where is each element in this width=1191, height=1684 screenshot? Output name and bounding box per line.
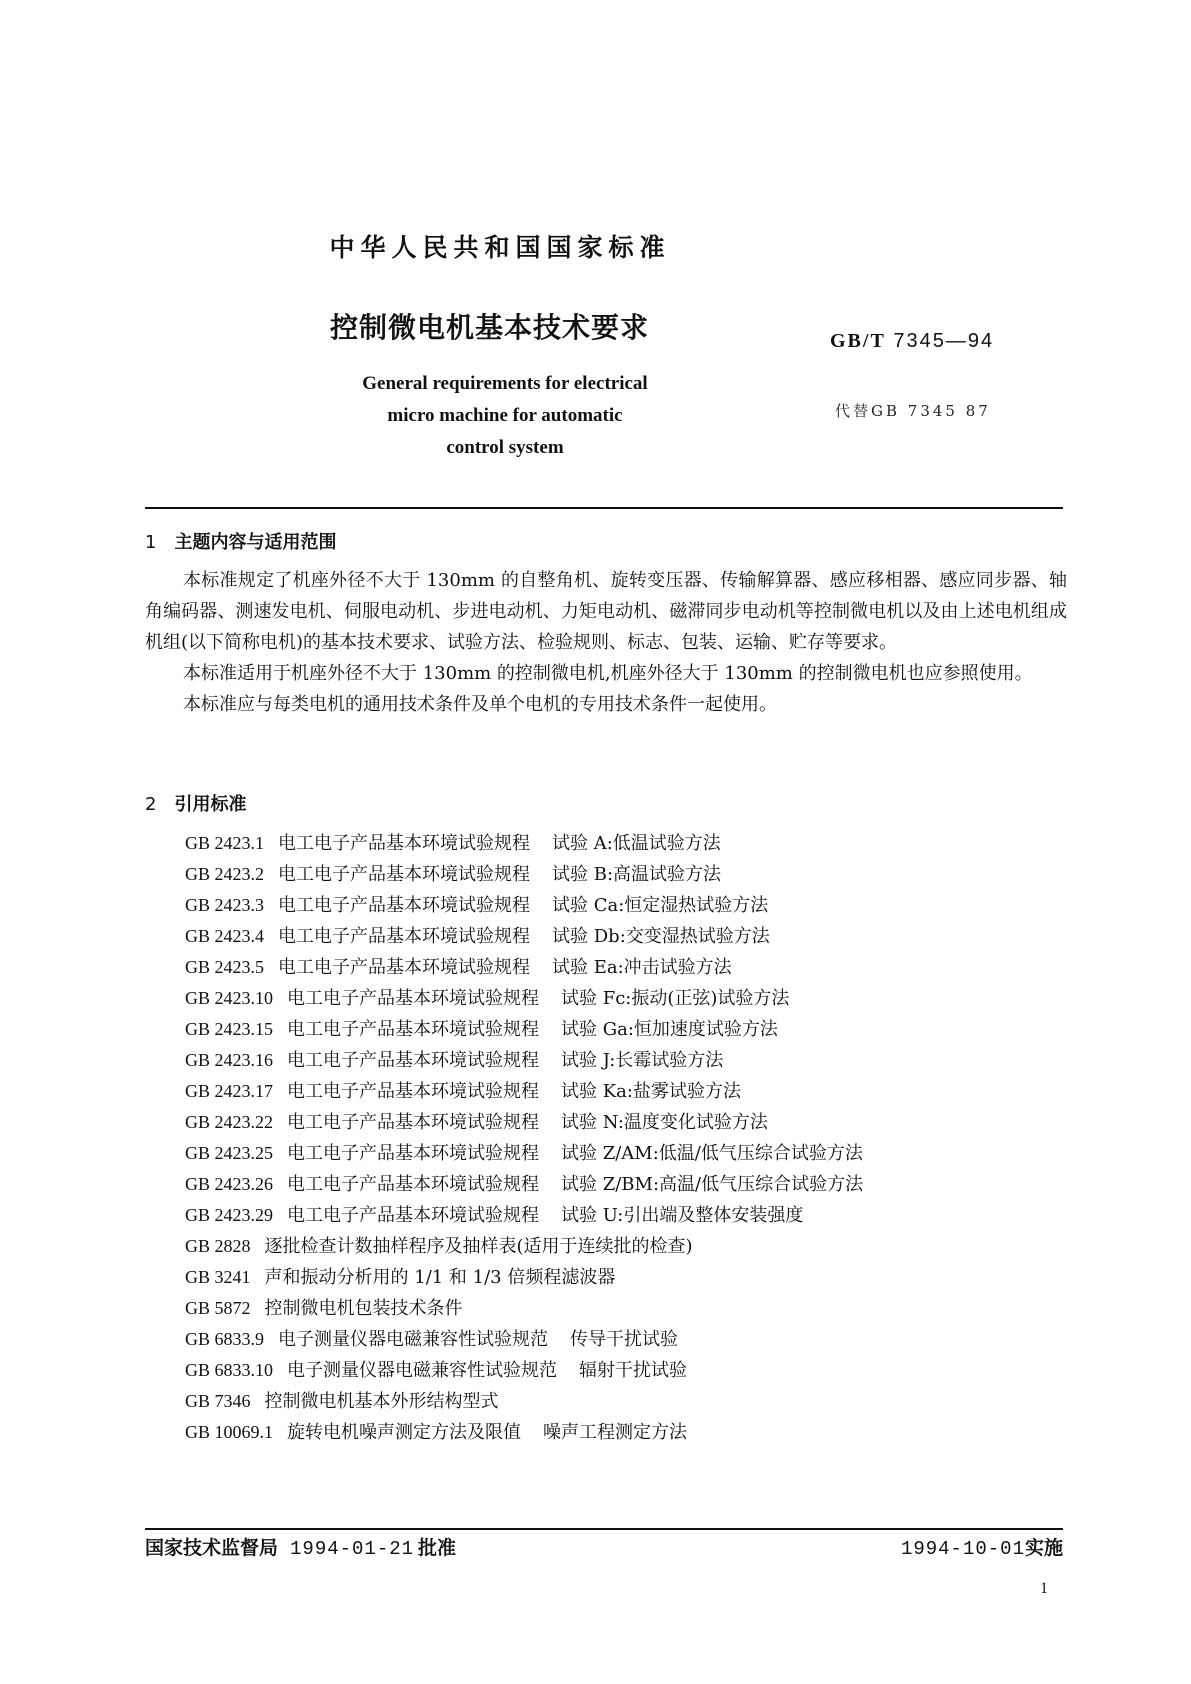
reference-title: 电工电子产品基本环境试验规程 [287, 1112, 540, 1133]
standard-prefix: GB/T [830, 330, 886, 352]
reference-code: GB 2423.25 [185, 1143, 274, 1163]
reference-code: GB 2423.4 [185, 926, 265, 946]
reference-item [185, 1262, 863, 1293]
reference-code: GB 5872 [185, 1298, 251, 1318]
approve-label: 批准 [418, 1537, 457, 1559]
standard-number [830, 330, 994, 353]
reference-item [185, 890, 863, 921]
reference-code: GB 2423.5 [185, 957, 265, 977]
reference-item [185, 1293, 863, 1324]
replaces-note: 代替GB 7345 87 [835, 402, 991, 420]
reference-title: 电工电子产品基本环境试验规程 [278, 957, 531, 978]
reference-code: GB 2423.1 [185, 833, 265, 853]
reference-title: 电工电子产品基本环境试验规程 [278, 895, 531, 916]
reference-item [185, 1355, 863, 1386]
reference-title: 声和振动分析用的 1/1 和 1/3 倍频程滤波器 [264, 1267, 616, 1288]
reference-code: GB 2423.29 [185, 1205, 274, 1225]
national-standard-heading: 中华人民共和国国家标准 [329, 233, 671, 262]
standard-code: 7345—94 [893, 330, 995, 352]
reference-subtitle: 试验 Ka:盐雾试验方法 [561, 1081, 741, 1102]
reference-title: 旋转电机噪声测定方法及限值 [287, 1422, 522, 1443]
page-number: 1 [1040, 1580, 1048, 1597]
reference-title: 电工电子产品基本环境试验规程 [287, 1019, 540, 1040]
section-2-heading [145, 790, 246, 816]
reference-subtitle: 噪声工程测定方法 [543, 1422, 688, 1443]
reference-title: 电子测量仪器电磁兼容性试验规范 [287, 1360, 558, 1381]
reference-title: 电工电子产品基本环境试验规程 [278, 926, 531, 947]
section-1-body [145, 565, 1067, 720]
reference-title: 电工电子产品基本环境试验规程 [287, 1174, 540, 1195]
paragraph: 本标准应与每类电机的通用技术条件及单个电机的专用技术条件一起使用。 [183, 694, 777, 715]
reference-subtitle: 试验 B:高温试验方法 [552, 864, 722, 885]
reference-code: GB 2828 [185, 1236, 251, 1256]
reference-title: 电工电子产品基本环境试验规程 [287, 988, 540, 1009]
reference-list [185, 828, 863, 1448]
effective-label: 实施 [1024, 1537, 1063, 1559]
reference-code: GB 10069.1 [185, 1422, 274, 1442]
paragraph: 本标准规定了机座外径不大于 130mm 的自整角机、旋转变压器、传输解算器、感应移相器、感应同步器、轴角编码器、测速发电机、伺服电动机、步进电动机、力矩电动机、磁滞同步电动机等控制微电机以及由上述电机组成机组(以下简称电机)的基本技术要求、试验方法、检验规则、标志、包装、运输、贮存等要求。 [145, 570, 1067, 653]
reference-item [185, 921, 863, 952]
reference-subtitle: 试验 Ea:冲击试验方法 [552, 957, 732, 978]
effective-date: 1994-10-01 [900, 1538, 1025, 1560]
reference-item [185, 859, 863, 890]
reference-subtitle: 试验 A:低温试验方法 [552, 833, 721, 854]
reference-code: GB 7346 [185, 1391, 251, 1411]
reference-title: 电工电子产品基本环境试验规程 [287, 1143, 540, 1164]
reference-title: 电工电子产品基本环境试验规程 [278, 833, 531, 854]
reference-title: 电工电子产品基本环境试验规程 [278, 864, 531, 885]
reference-code: GB 2423.15 [185, 1019, 274, 1039]
reference-item [185, 828, 863, 859]
reference-subtitle: 试验 N:温度变化试验方法 [561, 1112, 768, 1133]
reference-title: 电工电子产品基本环境试验规程 [287, 1081, 540, 1102]
reference-item [185, 1231, 863, 1262]
reference-code: GB 2423.2 [185, 864, 265, 884]
reference-code: GB 2423.26 [185, 1174, 274, 1194]
reference-subtitle: 试验 Db:交变湿热试验方法 [552, 926, 770, 947]
footer-divider [145, 1528, 1063, 1530]
reference-title: 电工电子产品基本环境试验规程 [287, 1050, 540, 1071]
section-1-heading [145, 528, 336, 554]
reference-title: 逐批检查计数抽样程序及抽样表(适用于连续批的检查) [264, 1236, 693, 1257]
reference-subtitle: 辐射干扰试验 [579, 1360, 688, 1381]
reference-subtitle: 试验 Ga:恒加速度试验方法 [561, 1019, 778, 1040]
reference-title: 电子测量仪器电磁兼容性试验规范 [278, 1329, 549, 1350]
reference-code: GB 2423.22 [185, 1112, 274, 1132]
reference-item [185, 1138, 863, 1169]
section-title: 主题内容与适用范围 [174, 532, 337, 553]
section-number: 1 [145, 532, 157, 553]
reference-item [185, 1076, 863, 1107]
approve-date: 1994-01-21 [290, 1538, 415, 1560]
reference-code: GB 2423.17 [185, 1081, 274, 1101]
reference-title: 控制微电机包装技术条件 [264, 1298, 463, 1319]
reference-item [185, 983, 863, 1014]
reference-item [185, 1014, 863, 1045]
reference-subtitle: 试验 Fc:振动(正弦)试验方法 [561, 988, 790, 1009]
header-divider [145, 507, 1063, 509]
section-title: 引用标准 [174, 794, 247, 815]
reference-item [185, 1107, 863, 1138]
reference-subtitle: 传导干扰试验 [570, 1329, 679, 1350]
reference-code: GB 2423.10 [185, 988, 274, 1008]
title-en-line: micro machine for automatic [387, 405, 623, 426]
reference-item [185, 1386, 863, 1417]
reference-subtitle: 试验 Z/AM:低温/低气压综合试验方法 [561, 1143, 863, 1164]
reference-item [185, 1045, 863, 1076]
reference-code: GB 2423.3 [185, 895, 265, 915]
reference-item [185, 1169, 863, 1200]
reference-code: GB 6833.9 [185, 1329, 265, 1349]
reference-subtitle: 试验 J:长霉试验方法 [561, 1050, 724, 1071]
approval-line [145, 1533, 456, 1560]
reference-title: 控制微电机基本外形结构型式 [264, 1391, 499, 1412]
reference-item [185, 1324, 863, 1355]
reference-code: GB 2423.16 [185, 1050, 274, 1070]
reference-item [185, 1417, 863, 1448]
reference-subtitle: 试验 Ca:恒定湿热试验方法 [552, 895, 769, 916]
effective-line [901, 1533, 1063, 1560]
standard-title-cn: 控制微电机基本技术要求 [330, 311, 650, 344]
standard-title-en [300, 368, 710, 464]
title-en-line: control system [446, 437, 564, 458]
reference-item [185, 1200, 863, 1231]
reference-item [185, 952, 863, 983]
issuer: 国家技术监督局 [145, 1537, 279, 1559]
reference-code: GB 6833.10 [185, 1360, 274, 1380]
reference-code: GB 3241 [185, 1267, 251, 1287]
reference-subtitle: 试验 Z/BM:高温/低气压综合试验方法 [561, 1174, 864, 1195]
reference-subtitle: 试验 U:引出端及整体安装强度 [561, 1205, 804, 1226]
title-en-line: General requirements for electrical [362, 373, 648, 394]
section-number: 2 [145, 794, 157, 815]
reference-title: 电工电子产品基本环境试验规程 [287, 1205, 540, 1226]
paragraph: 本标准适用于机座外径不大于 130mm 的控制微电机,机座外径大于 130mm 的控制微电机也应参照使用。 [183, 663, 1033, 684]
